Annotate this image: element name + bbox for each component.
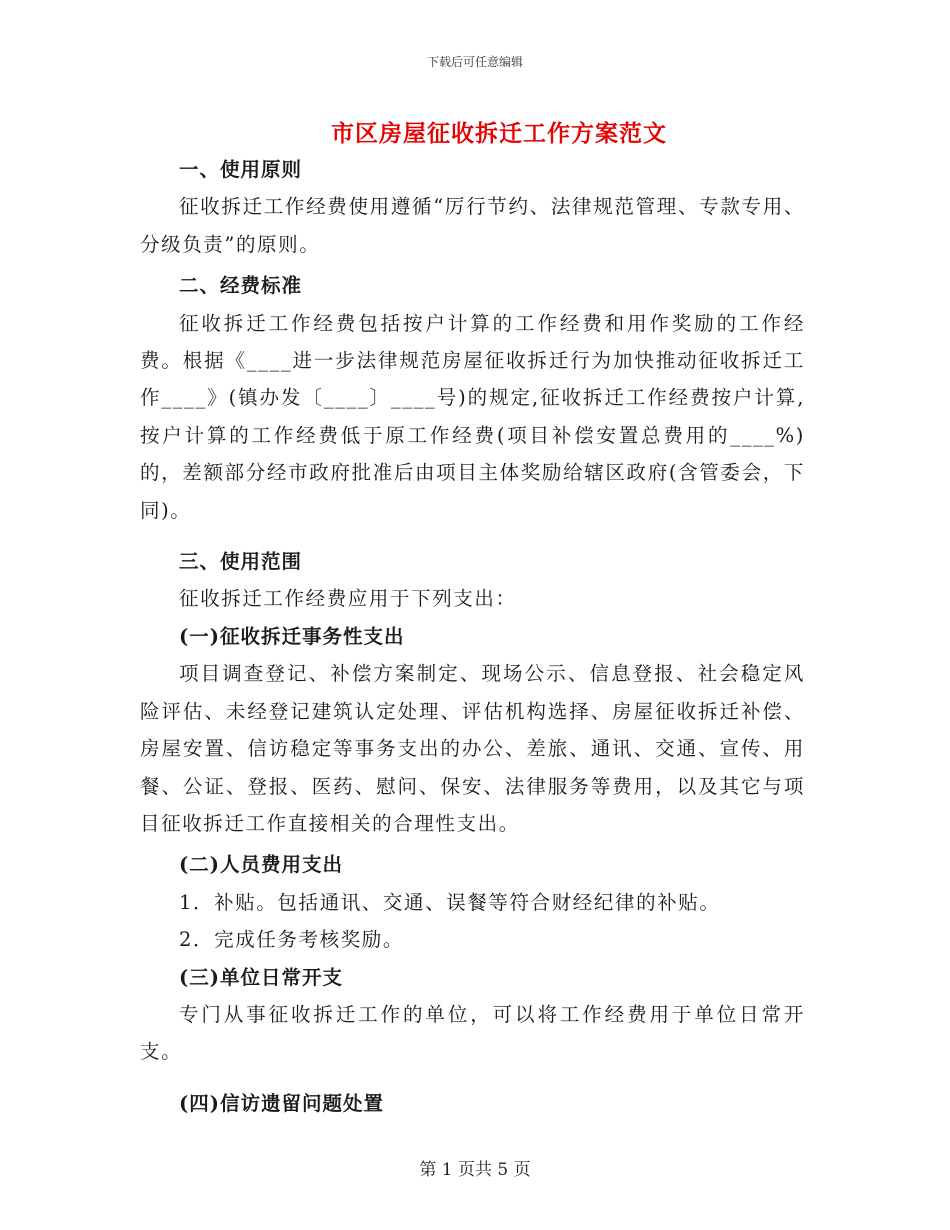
paragraph-daily: 专门从事征收拆迁工作的单位，可以将工作经费用于单位日常开支。 [140,1002,805,1064]
list-item-reward: 2．完成任务考核奖励。 [179,928,405,952]
paragraph-affairs: 项目调查登记、补偿方案制定、现场公示、信息登报、社会稳定风险评估、未经登记建筑认定处理、评估机构选择、房屋征收拆迁补偿、房屋安置、信访稳定等事务支出的办公、差旅、通讯、交通、宣传、用餐、公证、登报、医药、慰问、保安、法律服务等费用，以及其它与项目征收拆迁工作直接相关的合理性支出。 [140,662,805,835]
paragraph-principles: 征收拆迁工作经费使用遵循“厉行节约、法律规范管理、专款专用、分级负责”的原则。 [140,195,805,256]
document-body [140,151,805,1122]
document-title: 市区房屋征收拆迁工作方案范文 [331,120,667,147]
section-heading-principles: 一、使用原则 [179,158,303,181]
list-item-subsidy: 1．补贴。包括通讯、交通、误餐等符合财经纪律的补贴。 [179,890,721,914]
subsection-heading-personnel: (二)人员费用支出 [179,853,343,877]
paragraph-scope-intro: 征收拆迁工作经费应用于下列支出： [179,587,517,611]
paragraph-standards: 征收拆迁工作经费包括按户计算的工作经费和用作奖励的工作经费。根据《____进一步法律规范房屋征收拆迁行为加快推动征收拆迁工作____》(镇办发〔____〕____号)的规定,征收拆迁工作经费按户计算,按户计算的工作经费低于原工作经费(项目补偿安置总费用的____%)的，差额部分经市政府批准后由项目主体奖励给辖区政府(含管委会，下同)。 [140,311,805,522]
subsection-heading-petition: (四)信访遗留问题处置 [179,1091,384,1115]
subsection-heading-daily: (三)单位日常开支 [179,965,343,989]
page-number: 第 1 页共 5 页 [419,1160,531,1180]
section-heading-scope: 三、使用范围 [179,550,303,574]
subsection-heading-affairs: (一)征收拆迁事务性支出 [179,624,405,648]
section-heading-standards: 二、经费标准 [179,274,303,298]
page-header-note: 下载后可任意编辑 [426,55,523,69]
